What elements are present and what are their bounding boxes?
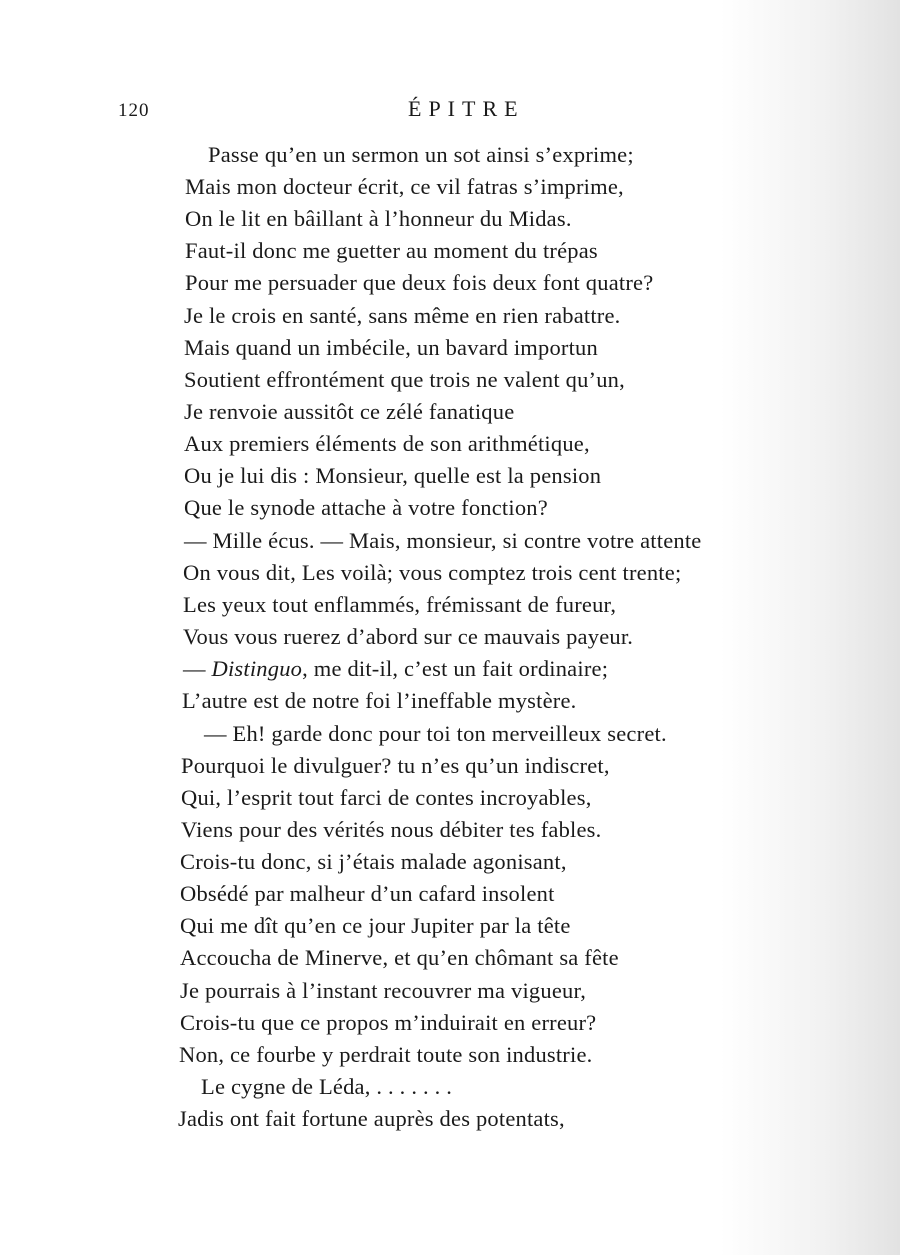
running-title: ÉPITRE: [408, 96, 525, 121]
verse-line: Pour me persuader que deux fois deux font quatre?: [185, 270, 654, 295]
verse-line: Passe qu’en un sermon un sot ainsi s’exprime;: [208, 142, 634, 167]
verse-line: Obsédé par malheur d’un cafard insolent: [180, 881, 555, 906]
verse-line: Je le crois en santé, sans même en rien rabattre.: [184, 303, 621, 328]
verse-line: Qui me dît qu’en ce jour Jupiter par la tête: [180, 913, 571, 938]
verse-line: L’autre est de notre foi l’ineffable mystère.: [182, 688, 577, 713]
verse-line: — Eh! garde donc pour toi ton merveilleux secret.: [204, 721, 667, 746]
verse-line: Jadis ont fait fortune auprès des potentats,: [178, 1106, 565, 1131]
verse-line: Soutient effrontément que trois ne valent qu’un,: [184, 367, 625, 392]
page-number: 120: [118, 100, 150, 121]
verse-line: Crois-tu que ce propos m’induirait en erreur?: [180, 1010, 597, 1035]
verse-line: Non, ce fourbe y perdrait toute son industrie.: [179, 1042, 593, 1067]
verse-line: On vous dit, Les voilà; vous comptez trois cent trente;: [183, 560, 682, 585]
verse-line: Je pourrais à l’instant recouvrer ma vigueur,: [180, 978, 587, 1003]
verse-line: Mais quand un imbécile, un bavard importun: [184, 335, 598, 360]
verse-line: — Mille écus. — Mais, monsieur, si contre votre attente: [184, 528, 702, 553]
verse-line: Vous vous ruerez d’abord sur ce mauvais payeur.: [183, 624, 634, 649]
verse-line: Aux premiers éléments de son arithmétique,: [184, 431, 590, 456]
verse-line: Qui, l’esprit tout farci de contes incroyables,: [181, 785, 592, 810]
verse-line: Mais mon docteur écrit, ce vil fatras s’imprime,: [185, 174, 624, 199]
verse-line: Je renvoie aussitôt ce zélé fanatique: [184, 399, 515, 424]
verse-line: Ou je lui dis : Monsieur, quelle est la pension: [184, 463, 602, 488]
verse-line: Crois-tu donc, si j’étais malade agonisant,: [180, 849, 567, 874]
verse-line: — Distinguo, me dit-il, c’est un fait ordinaire;: [183, 656, 609, 681]
verse-line: On le lit en bâillant à l’honneur du Midas.: [185, 206, 572, 231]
verse-line: Faut-il donc me guetter au moment du trépas: [185, 238, 598, 263]
verse-line: Le cygne de Léda, . . . . . . .: [201, 1074, 453, 1099]
verse-line: Pourquoi le divulguer? tu n’es qu’un indiscret,: [181, 753, 610, 778]
verse-line: Viens pour des vérités nous débiter tes fables.: [181, 817, 602, 842]
verse-line: Accoucha de Minerve, et qu’en chômant sa fête: [180, 945, 619, 970]
verse-line: Les yeux tout enflammés, frémissant de fureur,: [183, 592, 617, 617]
verse-line: Que le synode attache à votre fonction?: [184, 495, 548, 520]
